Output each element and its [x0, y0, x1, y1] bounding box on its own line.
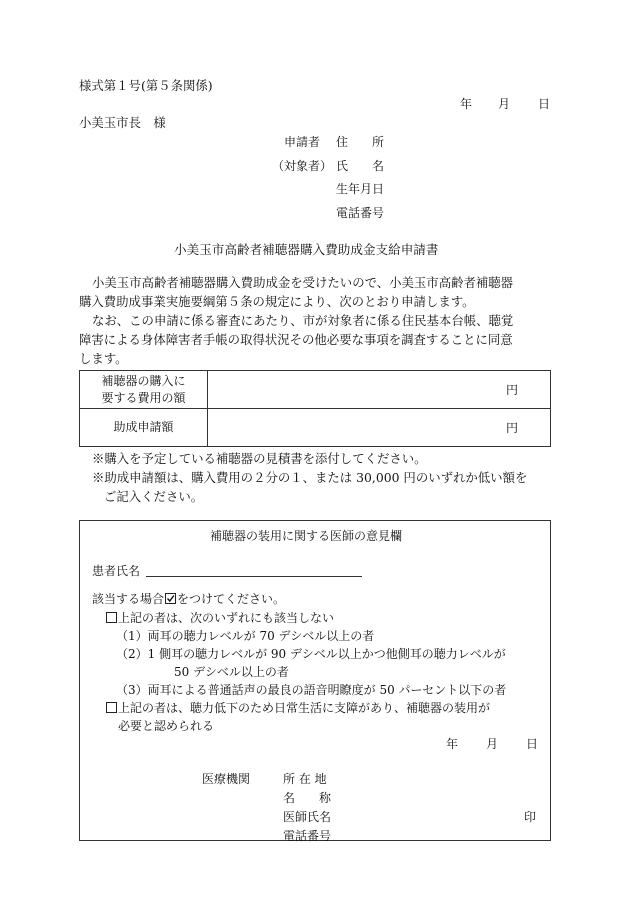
- opinion-date-month: 月: [486, 737, 499, 751]
- org-name-label: 名 称: [283, 791, 332, 805]
- option-1-checkbox[interactable]: [106, 612, 117, 623]
- address-label: 住 所: [336, 135, 385, 149]
- name-label: 氏 名: [336, 159, 385, 173]
- doctor-box-title: 補聴器の装用に関する医師の意見欄: [210, 529, 403, 543]
- sub-criterion-2-line1: （2）1 側耳の聴力レベルが 90 デシベル以上かつ他側耳の聴力レベルが: [116, 647, 506, 661]
- date-day-label: 日: [538, 97, 551, 111]
- purchase-cost-label-line2: 要する費用の額: [101, 390, 186, 405]
- table-row: [80, 371, 551, 409]
- doctor-phone-label: 電話番号: [283, 829, 332, 843]
- yen-unit: 円: [505, 420, 518, 435]
- date-year-label: 年: [460, 97, 473, 111]
- option-2-checkbox[interactable]: [106, 702, 117, 713]
- institution-label: 医療機関: [202, 772, 251, 786]
- check-instruction-text: 該当する場合: [92, 592, 165, 606]
- sub-criterion-2-line2: 50 デシベル以上の者: [174, 665, 289, 679]
- p1-line1: 小美玉市高齢者補聴器購入費助成金を受けたいので、小美玉市高齢者補聴器: [92, 275, 514, 290]
- sub-criterion-3: （3）両耳による普通話声の最良の語音明瞭度が 50 パーセント以下の者: [116, 683, 507, 697]
- location-label: 所 在 地: [283, 772, 327, 786]
- opinion-date-day: 日: [526, 737, 539, 751]
- phone-label: 電話番号: [336, 206, 385, 220]
- opinion-date-year: 年: [446, 737, 459, 751]
- target-label: （対象者）: [272, 159, 333, 173]
- addressee: 小美玉市長 様: [79, 115, 166, 130]
- seal-label: 印: [524, 810, 537, 824]
- birthdate-label: 生年月日: [336, 182, 385, 196]
- note-2-line2: ご記入ください。: [104, 489, 204, 504]
- note-2-line1: ※助成申請額は、購入費用の２分の１、または 30,000 円のいずれか低い額を: [92, 470, 528, 485]
- body-paragraph-1: [79, 273, 513, 368]
- applicant-label: 申請者: [284, 135, 321, 149]
- p2-line3: します。: [79, 351, 128, 366]
- date-month-label: 月: [498, 97, 511, 111]
- cost-table: [79, 370, 551, 447]
- purchase-cost-label: [80, 371, 208, 409]
- form-number: 様式第１号(第５条関係): [79, 78, 213, 93]
- table-row: [80, 409, 551, 447]
- option-2-label-line2: 必要と認められる: [118, 719, 215, 733]
- notes: [92, 449, 527, 506]
- note-1: ※購入を予定している補聴器の見積書を添付してください。: [92, 451, 427, 466]
- doctor-name-label: 医師氏名: [283, 810, 332, 824]
- option-1-label: 上記の者は、次のいずれにも該当しない: [118, 611, 335, 625]
- document-title: 小美玉市高齢者補聴器購入費助成金支給申請書: [174, 242, 439, 257]
- purchase-cost-label-line1: 補聴器の購入に: [101, 373, 186, 388]
- subsidy-amount-field[interactable]: [208, 409, 551, 447]
- sub-criterion-1: （1）両耳の聴力レベルが 70 デシベル以上の者: [116, 629, 375, 643]
- p2-line1: なお、この申請に係る審査にあたり、市が対象者に係る住民基本台帳、聴覚: [92, 313, 514, 328]
- option-1: [106, 612, 334, 624]
- patient-name-label: 患者氏名: [92, 564, 141, 578]
- p2-line2: 障害による身体障害者手帳の取得状況その他必要な事項を調査することに同意: [79, 332, 513, 347]
- purchase-cost-field[interactable]: [208, 371, 551, 409]
- option-2: [106, 702, 490, 714]
- yen-unit: 円: [505, 382, 518, 397]
- subsidy-amount-label: 助成申請額: [80, 409, 208, 447]
- checked-box-icon: [165, 593, 176, 604]
- p1-line2: 購入費助成事業実施要綱第５条の規定により、次のとおり申請します。: [79, 294, 475, 309]
- check-instruction-text-2: をつけてください。: [177, 592, 286, 606]
- option-2-label-line1: 上記の者は、聴力低下のため日常生活に支障があり、補聴器の装用が: [118, 701, 491, 715]
- check-instruction: [92, 593, 285, 605]
- patient-name-field[interactable]: [146, 562, 362, 577]
